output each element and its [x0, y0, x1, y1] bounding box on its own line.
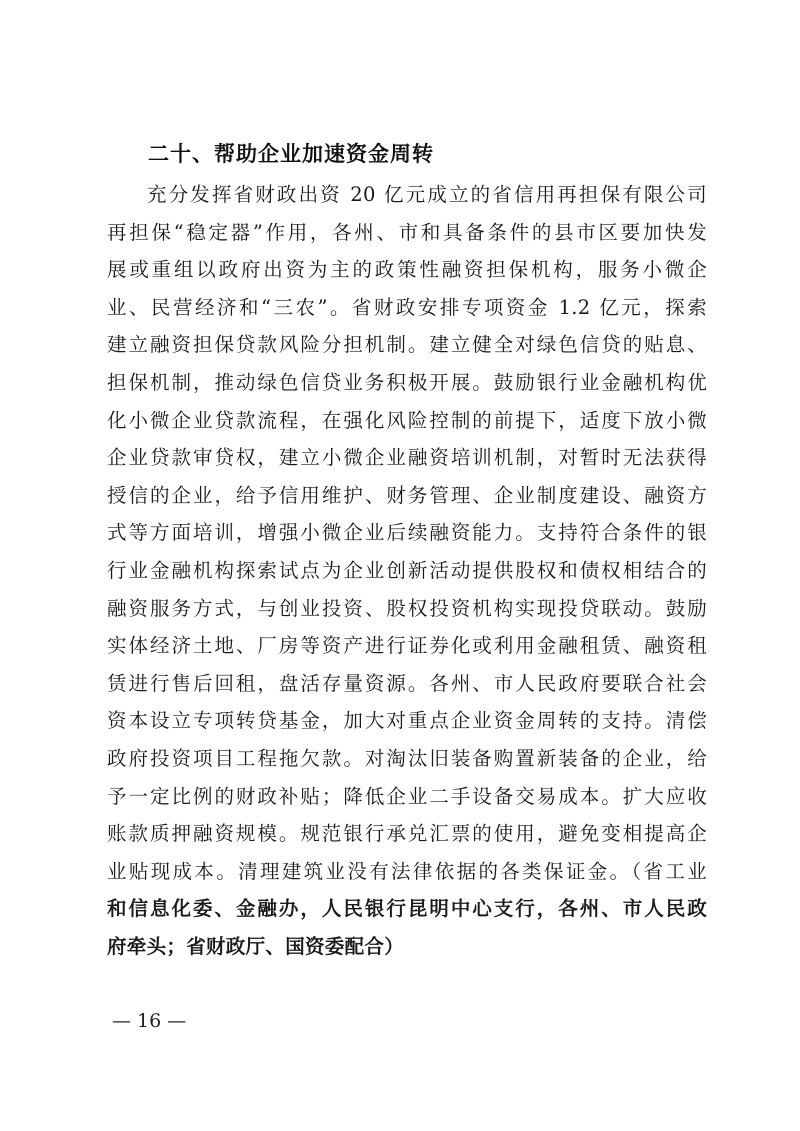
paragraph-line: 政府投资项目工程拖欠款。对淘汰旧装备购置新装备的企业，给: [107, 746, 707, 770]
section-heading: 二十、帮助企业加速资金周转: [148, 142, 434, 166]
paragraph-line: 式等方面培训，增强小微企业后续融资能力。支持符合条件的银: [107, 521, 707, 545]
paragraph-line-responsible-departments: 府牵头；省财政厅、国资委配合）: [107, 934, 405, 958]
paragraph-line: 再担保“稳定器”作用，各州、市和具备条件的县市区要加快发: [107, 220, 707, 244]
page-number: — 16 —: [112, 1010, 187, 1032]
paragraph-line: 账款质押融资规模。规范银行承兑汇票的使用，避免变相提高企: [107, 822, 707, 846]
paragraph-line: 实体经济土地、厂房等资产进行证券化或利用金融租赁、融资租: [107, 634, 707, 658]
paragraph-line: 授信的企业，给予信用维护、财务管理、企业制度建设、融资方: [107, 483, 707, 507]
paragraph-line: 融资服务方式，与创业投资、股权投资机构实现投贷联动。鼓励: [107, 596, 707, 620]
paragraph-line: 化小微企业贷款流程，在强化风险控制的前提下，适度下放小微: [107, 408, 707, 432]
paragraph-line: 赁进行售后回租，盘活存量资源。各州、市人民政府要联合社会: [107, 671, 707, 695]
paragraph-line: 资本设立专项转贷基金，加大对重点企业资金周转的支持。清偿: [107, 709, 707, 733]
paragraph-line: 予一定比例的财政补贴；降低企业二手设备交易成本。扩大应收: [107, 784, 707, 808]
paragraph-line: 业贴现成本。清理建筑业没有法律依据的各类保证金。（省工业: [107, 859, 707, 883]
paragraph-line: 建立融资担保贷款风险分担机制。建立健全对绿色信贷的贴息、: [107, 333, 707, 357]
paragraph-line: 充分发挥省财政出资 20 亿元成立的省信用再担保有限公司: [147, 183, 707, 206]
paragraph-line: 展或重组以政府出资为主的政策性融资担保机构，服务小微企: [107, 258, 707, 282]
paragraph-line: 业、民营经济和“三农”。省财政安排专项资金 1.2 亿元，探索: [107, 295, 707, 319]
paragraph-line-responsible-departments: 和信息化委、金融办，人民银行昆明中心支行，各州、市人民政: [107, 897, 707, 921]
paragraph-line: 担保机制，推动绿色信贷业务积极开展。鼓励银行业金融机构优: [107, 370, 707, 394]
body-paragraph: [107, 176, 707, 965]
paragraph-line: 企业贷款审贷权，建立小微企业融资培训机制，对暂时无法获得: [107, 446, 707, 470]
paragraph-line: 行业金融机构探索试点为企业创新活动提供股权和债权相结合的: [107, 558, 707, 582]
